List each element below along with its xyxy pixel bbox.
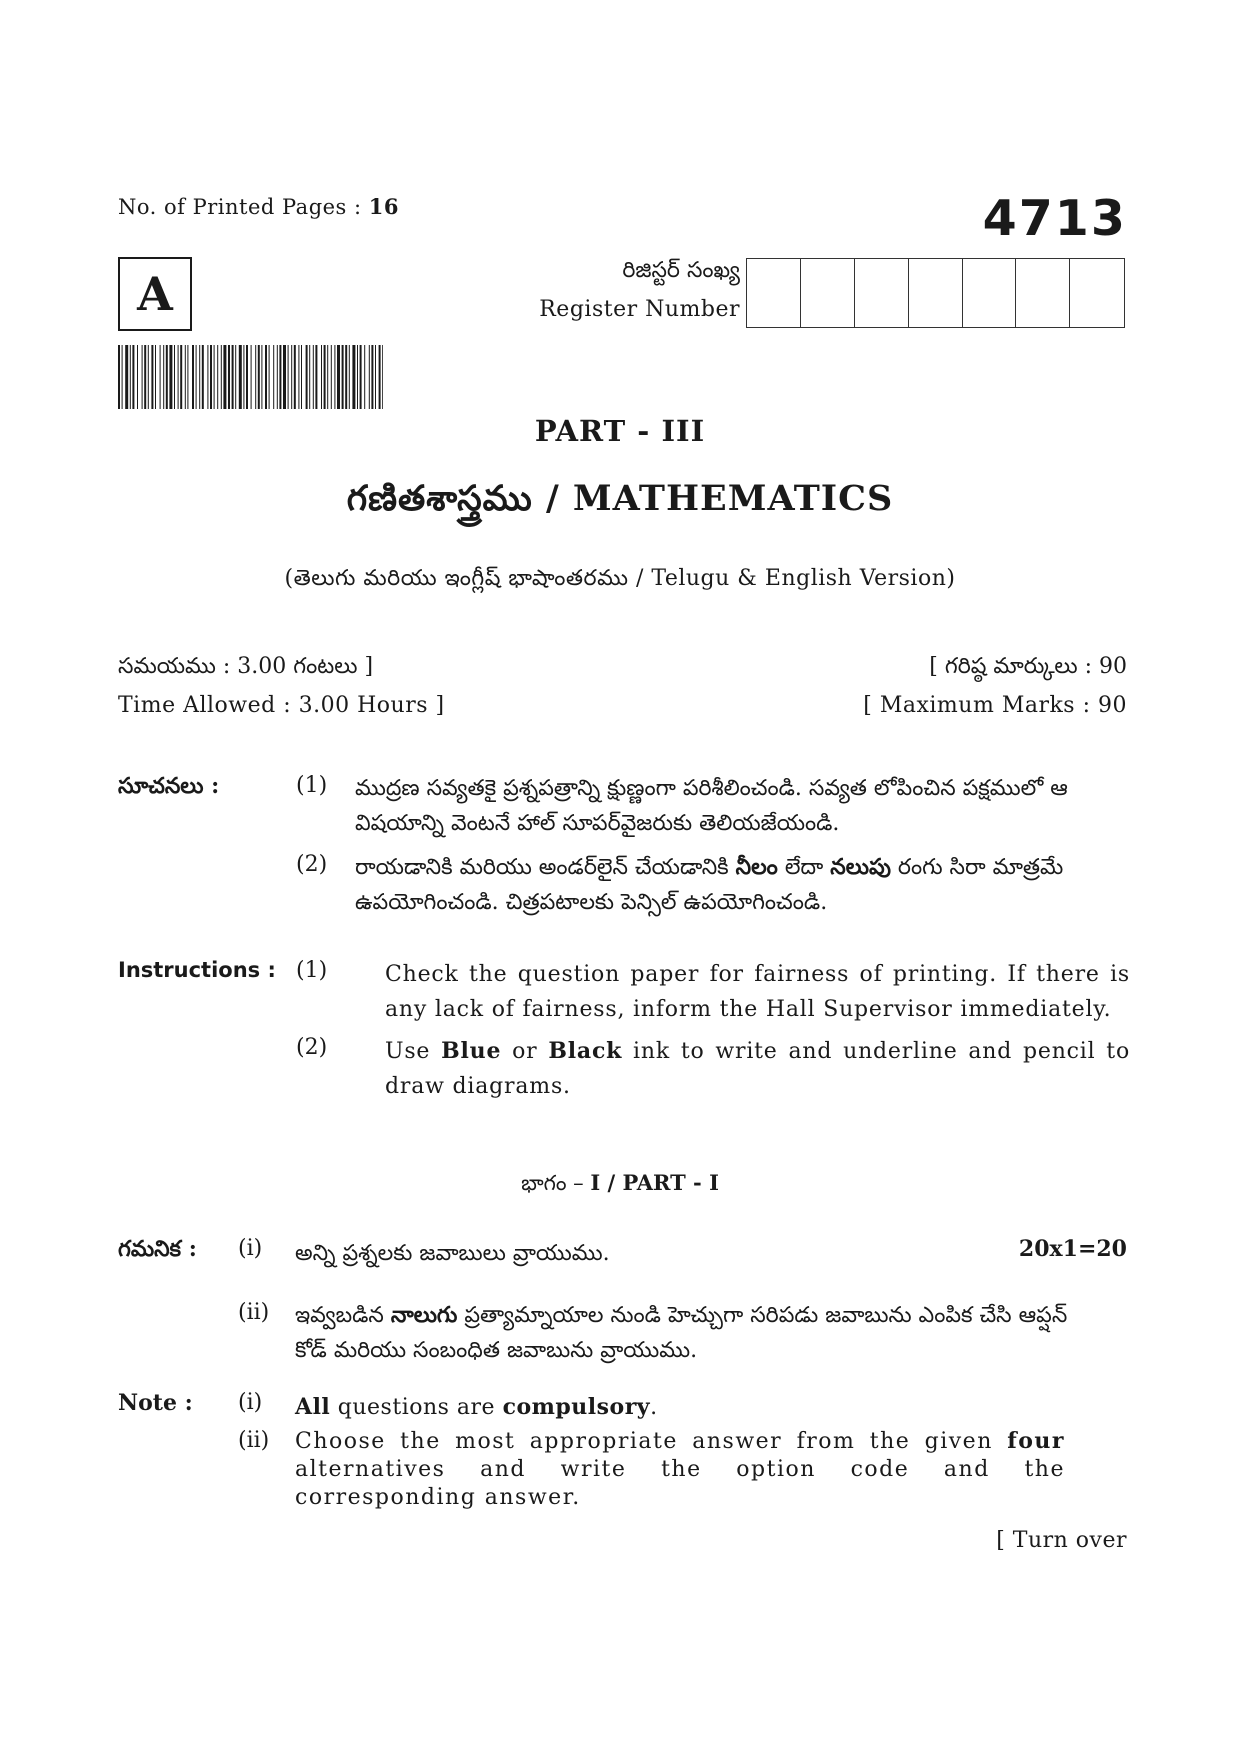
instructions-label: Instructions : bbox=[118, 958, 276, 982]
subject-title: గణితశాస్త్రము / MATHEMATICS bbox=[346, 478, 894, 519]
suchanalu-label: సూచనలు : bbox=[118, 773, 220, 799]
register-label-telugu: రిజిస్టర్ సంఖ్య bbox=[622, 258, 740, 283]
part-heading: PART - III bbox=[534, 414, 706, 448]
note-four: four bbox=[1007, 1428, 1065, 1454]
version-line: (తెలుగు మరియు ఇంగ్లీష్ భాషాంతరము / Telugu & English Version) bbox=[284, 566, 956, 591]
register-cell bbox=[1016, 259, 1070, 327]
note-compulsory: compulsory bbox=[502, 1394, 651, 1420]
printed-pages-value: 16 bbox=[368, 194, 399, 219]
max-marks-english: [ Maximum Marks : 90 bbox=[863, 693, 1127, 718]
instructions-item-1-text: Check the question paper for fairness of printing. If there is any lack of fairness, inform the Hall Supervisor immediately. bbox=[385, 962, 1130, 1022]
suchanalu-item-2-pre: రాయడానికి మరియు అండర్‌లైన్ చేయడానికి bbox=[355, 855, 736, 880]
suchanalu-item-1-text: ముద్రణ సవ్యతకై ప్రశ్నపత్రాన్ని క్షుణ్ణంగా పరిశీలించండి. సవ్యత లోపించిన పక్షములో ఆ విషయాన్ని వెంటనే హాల్ సూపర్‌వైజరుకు తెలియజేయండి. bbox=[355, 776, 1068, 836]
note-label: Note : bbox=[118, 1390, 193, 1416]
note-item-1-number: (i) bbox=[238, 1390, 263, 1415]
register-cell bbox=[963, 259, 1017, 327]
max-marks-telugu: [ గరిష్ఠ మార్కులు : 90 bbox=[929, 654, 1127, 679]
gamanika-item-1-number: (i) bbox=[238, 1236, 263, 1261]
suchanalu-black: నలుపు bbox=[830, 854, 891, 880]
time-allowed-telugu: సమయము : 3.00 గంటలు ] bbox=[118, 654, 374, 679]
gamanika-label: గమనిక : bbox=[118, 1236, 197, 1262]
register-cell bbox=[747, 259, 801, 327]
note-item-2-text bbox=[295, 1427, 1065, 1512]
instructions-black: Black bbox=[548, 1038, 623, 1064]
suchanalu-item-2-number: (2) bbox=[296, 852, 328, 877]
barcode-icon bbox=[118, 345, 383, 409]
suchanalu-blue: నీలం bbox=[735, 854, 778, 880]
part-one-heading bbox=[0, 1170, 1240, 1201]
note-item-1-mid: questions are bbox=[330, 1395, 503, 1420]
part-one-heading-telugu: భాగం – bbox=[521, 1171, 591, 1195]
instructions-item-2-post: ink to write and underline and pencil to draw diagrams. bbox=[385, 1039, 1130, 1099]
gamanika-four: నాలుగు bbox=[390, 1302, 458, 1328]
note-all: All bbox=[295, 1394, 331, 1420]
note-item-2-post: alternatives and write the option code and the corresponding answer. bbox=[295, 1457, 1065, 1510]
instructions-item-2-pre: Use bbox=[385, 1039, 442, 1064]
register-label-english: Register Number bbox=[539, 297, 740, 322]
printed-pages-label: No. of Printed Pages : bbox=[118, 195, 369, 219]
suchanalu-item-2-post: రంగు సిరా మాత్రమే ఉపయోగించండి. చిత్రపటాలకు పెన్సిల్ ఉపయోగించండి. bbox=[355, 855, 1064, 915]
register-cell bbox=[909, 259, 963, 327]
register-cell bbox=[801, 259, 855, 327]
marks-scheme: 20x1=20 bbox=[1018, 1236, 1127, 1262]
suchanalu-item-2-text bbox=[355, 850, 1130, 920]
instructions-item-2-number: (2) bbox=[296, 1035, 328, 1060]
gamanika-item-2-post: ప్రత్యామ్నాయాల నుండి హెచ్చుగా సరిపడు జవాబును ఎంపిక చేసి ఆప్షన్ కోడ్ మరియు సంబంధిత జవాబును వ్రాయుము. bbox=[295, 1303, 1068, 1363]
printed-pages bbox=[118, 194, 399, 219]
register-number-grid bbox=[746, 258, 1125, 328]
time-allowed-english: Time Allowed : 3.00 Hours ] bbox=[118, 693, 445, 718]
instructions-item-2-text bbox=[385, 1034, 1130, 1104]
instructions-blue: Blue bbox=[441, 1038, 502, 1064]
note-item-1-end: . bbox=[650, 1395, 658, 1420]
instructions-item-2-mid: or bbox=[501, 1039, 549, 1064]
note-item-1-text bbox=[295, 1390, 658, 1425]
paper-code: 4713 bbox=[982, 190, 1127, 247]
gamanika-item-2-pre: ఇవ్వబడిన bbox=[295, 1303, 391, 1328]
suchanalu-item-2-mid: లేదా bbox=[777, 855, 831, 880]
suchanalu-item-1-number: (1) bbox=[296, 773, 328, 798]
gamanika-item-1-text: అన్ని ప్రశ్నలకు జవాబులు వ్రాయుము. bbox=[295, 1241, 610, 1266]
gamanika-item-2-number: (ii) bbox=[238, 1300, 270, 1325]
turn-over: [ Turn over bbox=[996, 1528, 1127, 1553]
note-item-2-number: (ii) bbox=[238, 1428, 270, 1453]
gamanika-item-2-text bbox=[295, 1298, 1070, 1368]
register-cell bbox=[855, 259, 909, 327]
instructions-item-1-number: (1) bbox=[296, 958, 328, 983]
note-item-2-pre: Choose the most appropriate answer from the given bbox=[295, 1429, 1008, 1454]
series-box: A bbox=[118, 257, 192, 331]
register-cell bbox=[1070, 259, 1124, 327]
part-one-heading-english: I / PART - I bbox=[590, 1170, 719, 1195]
